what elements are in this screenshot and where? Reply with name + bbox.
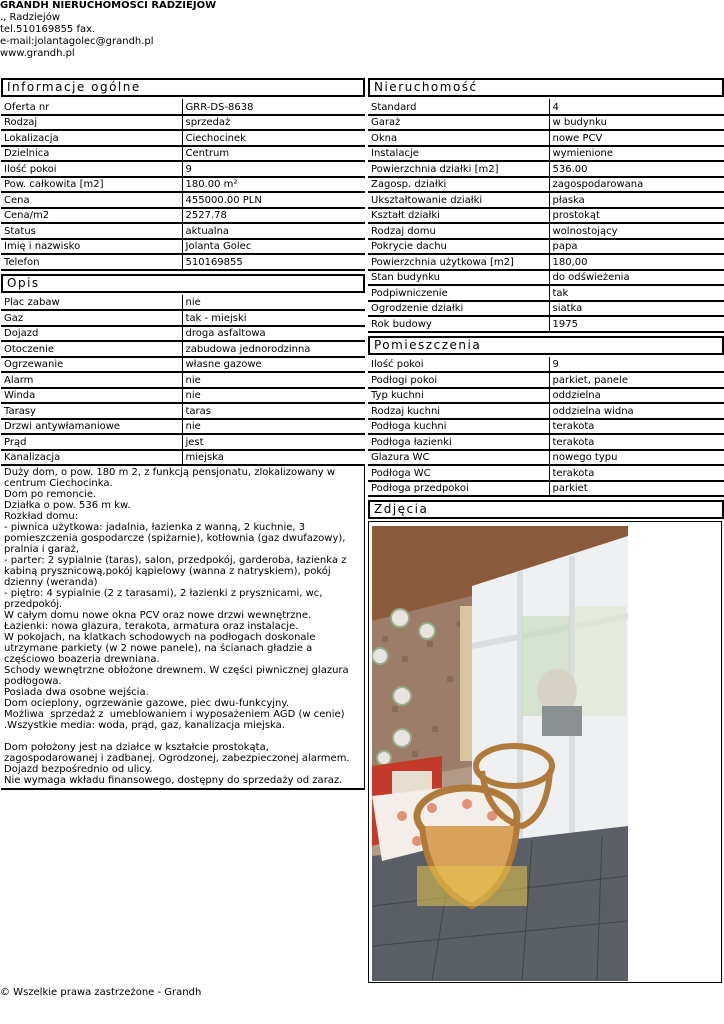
property-row-label: Powierzchnia działki [m2] <box>368 161 549 177</box>
rooms-row-label: Podłoga WC <box>368 465 549 481</box>
property-row-value: 4 <box>549 99 724 115</box>
general-info-row-label: Telefon <box>1 254 182 270</box>
description-row-value: zabudowa jednorodzinna <box>182 341 365 357</box>
description-row-value: taras <box>182 403 365 419</box>
description-row-value: nie <box>182 388 365 404</box>
property-row <box>368 316 724 332</box>
general-info-row-value: 2527.78 <box>182 208 365 224</box>
general-info-row <box>1 223 365 239</box>
general-info-row-label: Cena/m2 <box>1 208 182 224</box>
agency-header <box>0 0 400 60</box>
general-info-row-label: Ilość pokoi <box>1 161 182 177</box>
general-info-row <box>1 239 365 255</box>
description-row <box>1 310 365 326</box>
description-text: Duży dom, o pow. 180 m 2, z funkcją pensjonatu, zlokalizowany w centrum Ciechocinka. Dom po remoncie. Działka o pow. 536 m kw. Rozkład domu: - piwnica użytkowa: jadalnia, łazienka z wanną, 2 kuchnie, 3 pomieszczenia gospodarcze (spiżarnie), kotłownia (gaz dwufazowy), pralnia i garaż, - parter: 2 sypialnie (taras), salon, przedpokój, garderoba, łazienka z kabiną prysznicową,pokój kąpielowy (wanna z natryskiem), pokój dzienny (weranda) - piętro: 4 sypialnie (2 z tarasami), 2 łazienki z prysznicami, wc, przedpokój. W całym domu nowe okna PCV oraz nowe drzwi wewnętrzne. Łazienki: nowa glazura, terakota, armatura oraz instalacje. W pokojach, na klatkach schodowych na podłogach doskonale utrzymane parkiety (w 2 nowe panele), na ścianach gładzie a częściowo boazeria drewniana. Schody wewnętrzne obłożone drewnem. W części piwnicznej glazura podłogowa. Posiada dwa osobne wejścia. Dom ocieplony, ogrzewanie gazowe, piec dwu-funkcyjny. Możliwa sprzedaż z umeblowaniem i wyposażeniem AGD (w cenie) .Wszystkie media: woda, prąd, gaz, kanalizacja miejska. Dom położony jest na działce w kształcie prostokąta, zagospodarowanej i zadbanej. Ogrodzonej, zabezpieczonej alarmem. Dojazd bezpośrednio od ulicy. Nie wymaga wkładu finansowego, dostępny do sprzedaży od zaraz. <box>1 466 365 790</box>
property-row-label: Ukształtowanie działki <box>368 192 549 208</box>
property-row <box>368 115 724 131</box>
property-row-label: Rodzaj domu <box>368 223 549 239</box>
rooms-row <box>368 388 724 404</box>
description-title: Opis <box>1 274 365 293</box>
property-row-label: Pokrycie dachu <box>368 239 549 255</box>
property-row-value: wolnostojący <box>549 223 724 239</box>
property-row-value: zagospodarowana <box>549 177 724 193</box>
footer-copyright: © Wszelkie prawa zastrzeżone - Grandh <box>0 987 202 998</box>
property-row <box>368 270 724 286</box>
general-info-row-label: Imię i nazwisko <box>1 239 182 255</box>
general-info-row <box>1 161 365 177</box>
description-row-label: Gaz <box>1 310 182 326</box>
general-info-row-label: Rodzaj <box>1 115 182 131</box>
rooms-row-label: Glazura WC <box>368 450 549 466</box>
description-row-label: Otoczenie <box>1 341 182 357</box>
general-info-table <box>1 99 365 271</box>
property-row-value: 180,00 <box>549 254 724 270</box>
rooms-row-value: terakota <box>549 434 724 450</box>
general-info-row-value: aktualna <box>182 223 365 239</box>
rooms-row-value: terakota <box>549 465 724 481</box>
property-row-value: 1975 <box>549 316 724 332</box>
general-info-row-value: sprzedaż <box>182 115 365 131</box>
general-info-row-value: 9 <box>182 161 365 177</box>
property-row-value: nowe PCV <box>549 130 724 146</box>
rooms-row-label: Podłoga kuchni <box>368 419 549 435</box>
description-row-label: Dojazd <box>1 326 182 342</box>
description-row <box>1 403 365 419</box>
description-row-label: Prąd <box>1 434 182 450</box>
property-row <box>368 192 724 208</box>
rooms-row-value: parkiet, panele <box>549 372 724 388</box>
property-row-value: w budynku <box>549 115 724 131</box>
description-row <box>1 434 365 450</box>
description-row <box>1 295 365 311</box>
property-row <box>368 301 724 317</box>
property-row-value: papa <box>549 239 724 255</box>
general-info-row <box>1 254 365 270</box>
rooms-row-value: terakota <box>549 419 724 435</box>
general-info-row-label: Pow. całkowita [m2] <box>1 177 182 193</box>
description-row-value: własne gazowe <box>182 357 365 373</box>
agency-phone: tel.510169855 fax. <box>0 24 96 35</box>
property-photo[interactable] <box>372 526 628 981</box>
rooms-table <box>368 357 724 498</box>
photos-title: Zdjęcia <box>368 500 724 519</box>
general-info-row-value: GRR-DS-8638 <box>182 99 365 115</box>
general-info-row-label: Dzielnica <box>1 146 182 162</box>
description-row-value: nie <box>182 419 365 435</box>
rooms-row-label: Rodzaj kuchni <box>368 403 549 419</box>
general-info-row-label: Lokalizacja <box>1 130 182 146</box>
description-row-value: jest <box>182 434 365 450</box>
property-row-label: Zagosp. działki <box>368 177 549 193</box>
rooms-row-value: 9 <box>549 357 724 373</box>
general-info-row <box>1 208 365 224</box>
property-row <box>368 130 724 146</box>
rooms-row-label: Ilość pokoi <box>368 357 549 373</box>
rooms-row <box>368 357 724 373</box>
property-row-value: do odświeżenia <box>549 270 724 286</box>
property-row <box>368 208 724 224</box>
description-row <box>1 388 365 404</box>
description-row-label: Kanalizacja <box>1 450 182 466</box>
general-info-title: Informacje ogólne <box>1 78 365 97</box>
general-info-row <box>1 177 365 193</box>
right-column <box>368 78 724 983</box>
rooms-row <box>368 450 724 466</box>
rooms-row-value: oddzielna <box>549 388 724 404</box>
description-row <box>1 341 365 357</box>
property-row <box>368 177 724 193</box>
property-row-label: Podpiwniczenie <box>368 285 549 301</box>
general-info-row-label: Status <box>1 223 182 239</box>
property-row-label: Kształt działki <box>368 208 549 224</box>
property-row-label: Garaż <box>368 115 549 131</box>
description-row-label: Alarm <box>1 372 182 388</box>
property-row-value: 536.00 <box>549 161 724 177</box>
description-row-label: Plac zabaw <box>1 295 182 311</box>
property-title: Nieruchomość <box>368 78 724 97</box>
general-info-row <box>1 192 365 208</box>
property-row-label: Instalacje <box>368 146 549 162</box>
description-row-label: Ogrzewanie <box>1 357 182 373</box>
property-row <box>368 223 724 239</box>
description-row-value: droga asfaltowa <box>182 326 365 342</box>
property-row <box>368 254 724 270</box>
description-row-label: Tarasy <box>1 403 182 419</box>
property-row-value: wymienione <box>549 146 724 162</box>
general-info-row <box>1 130 365 146</box>
agency-email: e-mail:jolantagolec@grandh.pl <box>0 36 154 47</box>
general-info-row-value: 455000.00 PLN <box>182 192 365 208</box>
description-table <box>1 295 365 467</box>
property-row-label: Stan budynku <box>368 270 549 286</box>
rooms-title: Pomieszczenia <box>368 336 724 355</box>
description-row-value: tak - miejski <box>182 310 365 326</box>
description-row-label: Drzwi antywłamaniowe <box>1 419 182 435</box>
rooms-row-label: Podłoga łazienki <box>368 434 549 450</box>
rooms-row-value: parkiet <box>549 481 724 497</box>
general-info-row-label: Oferta nr <box>1 99 182 115</box>
rooms-row <box>368 465 724 481</box>
general-info-row <box>1 99 365 115</box>
property-row-value: siatka <box>549 301 724 317</box>
property-row <box>368 161 724 177</box>
rooms-row <box>368 434 724 450</box>
general-info-row-value: 180.00 m² <box>182 177 365 193</box>
agency-address: ., Radziejów <box>0 12 60 23</box>
description-row <box>1 372 365 388</box>
rooms-row <box>368 403 724 419</box>
general-info-row-value: Jolanta Golec <box>182 239 365 255</box>
property-row-value: prostokąt <box>549 208 724 224</box>
general-info-row-value: Centrum <box>182 146 365 162</box>
property-row-label: Standard <box>368 99 549 115</box>
left-column <box>1 78 365 790</box>
property-row <box>368 146 724 162</box>
property-row <box>368 99 724 115</box>
agency-website: www.grandh.pl <box>0 48 75 59</box>
rooms-row-label: Typ kuchni <box>368 388 549 404</box>
description-row-value: nie <box>182 372 365 388</box>
rooms-row-label: Podłogi pokoi <box>368 372 549 388</box>
general-info-row <box>1 115 365 131</box>
general-info-row-label: Cena <box>1 192 182 208</box>
rooms-row-label: Podłoga przedpokoi <box>368 481 549 497</box>
general-info-row-value: 510169855 <box>182 254 365 270</box>
description-row <box>1 326 365 342</box>
rooms-row-value: nowego typu <box>549 450 724 466</box>
property-row-value: płaska <box>549 192 724 208</box>
general-info-row-value: Ciechocinek <box>182 130 365 146</box>
property-table <box>368 99 724 333</box>
description-row-value: miejska <box>182 450 365 466</box>
agency-name: GRANDH NIERUCHOMOŚCI RADZIEJÓW <box>0 0 217 11</box>
description-row-value: nie <box>182 295 365 311</box>
rooms-row-value: oddzielna widna <box>549 403 724 419</box>
rooms-row <box>368 419 724 435</box>
photo-frame <box>368 521 722 983</box>
property-row-label: Ogrodzenie działki <box>368 301 549 317</box>
property-row-label: Okna <box>368 130 549 146</box>
rooms-row <box>368 372 724 388</box>
property-row-label: Powierzchnia użytkowa [m2] <box>368 254 549 270</box>
description-row <box>1 357 365 373</box>
description-row-label: Winda <box>1 388 182 404</box>
property-row-label: Rok budowy <box>368 316 549 332</box>
description-row <box>1 450 365 466</box>
property-row-value: tak <box>549 285 724 301</box>
property-row <box>368 239 724 255</box>
property-row <box>368 285 724 301</box>
general-info-row <box>1 146 365 162</box>
description-row <box>1 419 365 435</box>
rooms-row <box>368 481 724 497</box>
